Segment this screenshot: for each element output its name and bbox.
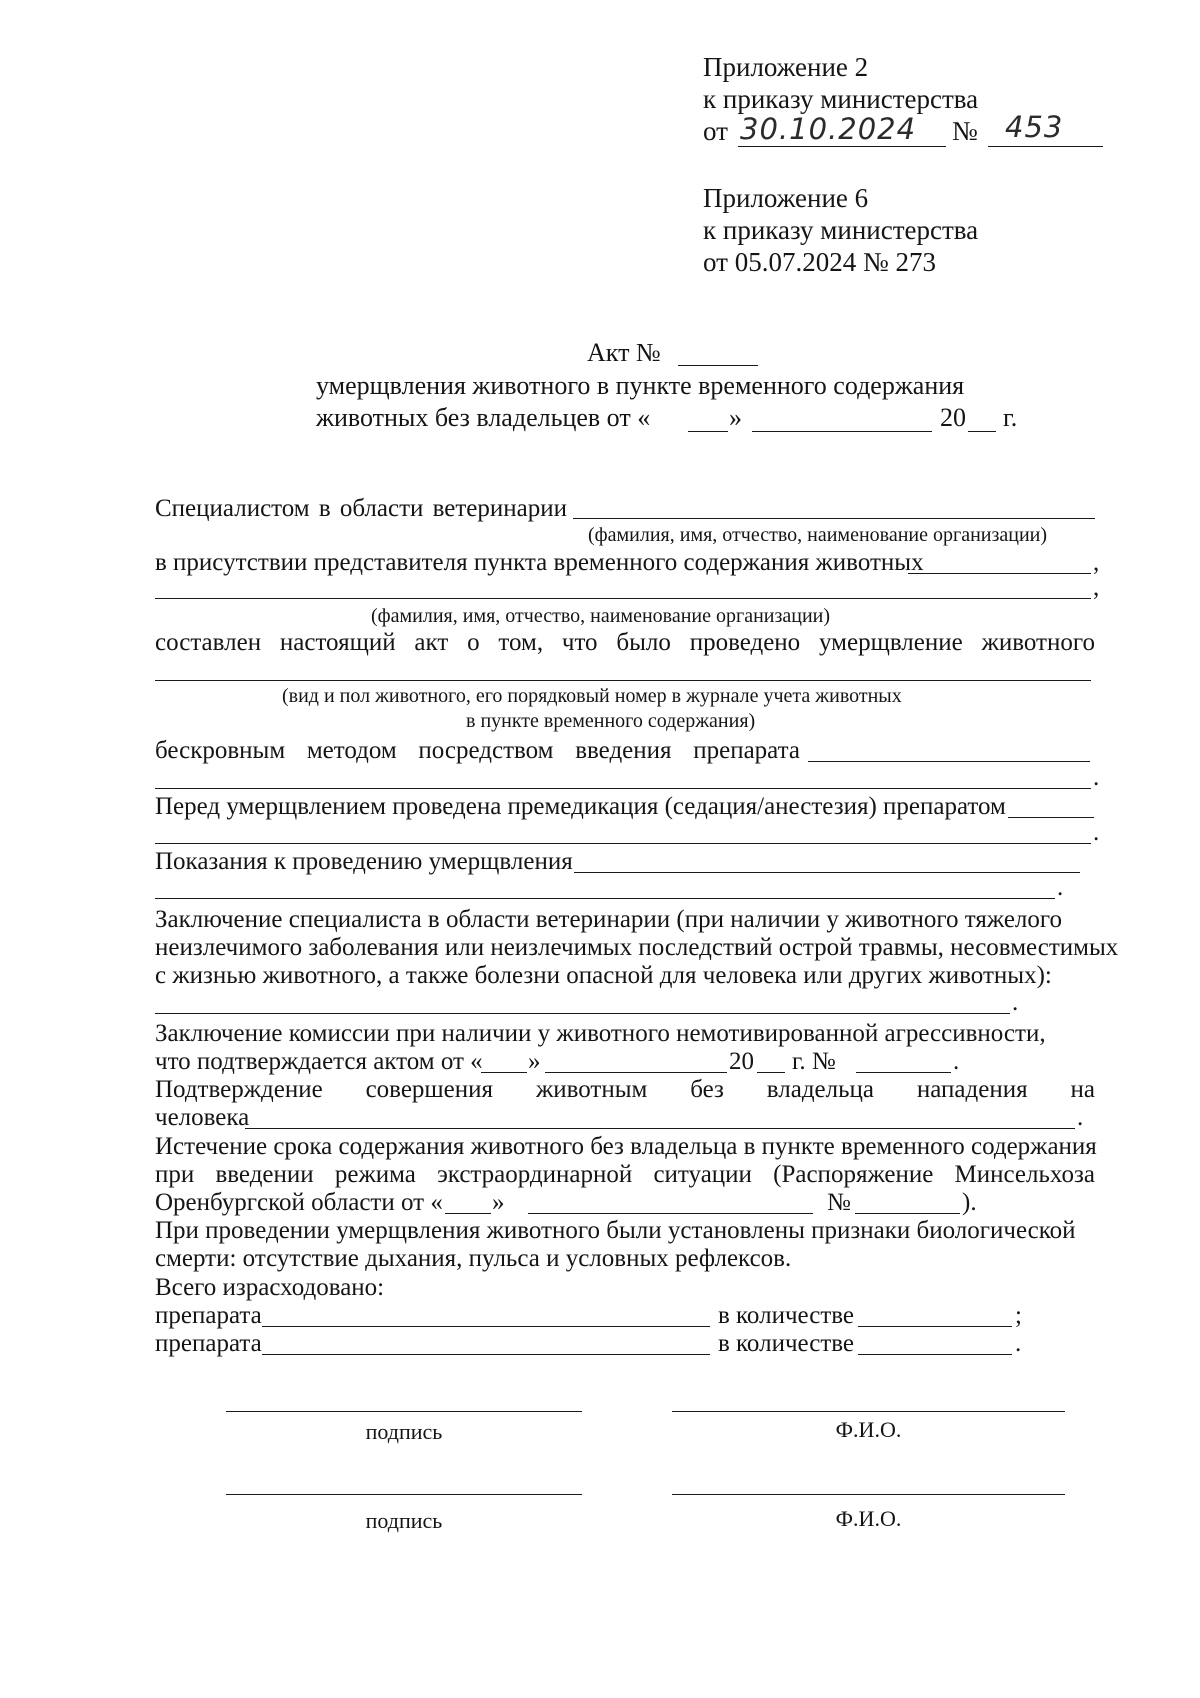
fio-label-1: Ф.И.О. [835,1417,902,1442]
conclusion-line-3: с жизнью животного, а также болезни опасной для человека или других животных): [155,962,1052,989]
specialist-line [155,495,567,523]
order-from-label: от [703,116,728,146]
hint-fio-org: (фамилия, имя, отчество, наименование организации) [588,524,1048,546]
drug-dot: . [1093,764,1100,791]
expiry-line-3a: Оренбургской области от « [155,1189,443,1216]
drug-2-qty-line [858,1354,1012,1355]
fio-line-1 [672,1411,1065,1412]
expiry-number-label: № [827,1189,851,1216]
indications-fill-line-2 [155,898,1055,899]
death-signs-line-1: При проведении умерщвления животного были установлены признаки биологической [155,1217,1076,1244]
signature-label-1: подпись [365,1419,443,1444]
presence-comma: , [1093,549,1100,576]
word: на [1070,1076,1095,1103]
presence-comma-2: , [1093,574,1100,601]
expiry-quote-close: » [492,1189,505,1216]
order-reference-label: к приказу министерства [703,84,979,114]
word: ветеринарии [432,495,567,522]
word: в [318,495,331,522]
word: области [339,495,424,522]
expiry-day-line [445,1213,491,1214]
word: проведено [689,629,801,656]
signature-label-2: подпись [365,1508,443,1533]
total-spent-label: Всего израсходовано: [155,1274,385,1301]
commission-dot: . [953,1048,960,1075]
word: (Распоряжение [773,1161,934,1188]
drug-1-fill-line [262,1326,710,1327]
indications-fill-line [574,872,1080,873]
premedication-text: Перед умерщвлением проведена премедикация (седация/анестезия) препаратом [155,793,1006,820]
commission-quote-close: » [528,1048,541,1075]
expiry-close: ). [962,1189,977,1216]
drug-2-period: . [1015,1330,1022,1357]
act-number-label: Акт № [587,338,661,367]
word: Подтверждение [155,1076,323,1103]
commission-number-line [856,1072,951,1073]
act-title-quote-close: » [729,403,742,432]
expiry-line-2 [155,1161,1095,1189]
order-reference-label-2: к приказу министерства [703,215,979,245]
animal-fill-line [155,680,1091,681]
word: бескровным [155,737,286,764]
indications-dot: . [1057,874,1064,901]
word: животного [981,629,1095,656]
act-number-line [678,365,758,366]
presence-fill-line-2 [155,598,1091,599]
composed-line [155,629,1095,657]
word: о [467,629,480,656]
word: посредством [418,737,554,764]
bloodless-line [155,737,800,765]
appendix-2-label: Приложение 2 [703,52,869,82]
word: Минсельхоза [954,1161,1095,1188]
word: том, [498,629,544,656]
act-month-line [752,431,932,432]
commission-year-prefix: 20 [729,1048,754,1075]
word: методом [306,737,397,764]
premedication-fill-line-2 [155,843,1091,844]
person-dot: . [1077,1104,1084,1131]
expiry-line-1: Истечение срока содержания животного без владельца в пункте временного содержания [155,1133,1097,1160]
commission-number-label: г. № [792,1048,836,1075]
presence-text: в присутствии представителя пункта временного содержания животных [155,549,924,576]
appendix-6-label: Приложение 6 [703,183,869,213]
drug-2-label: препарата [155,1330,262,1357]
fio-line-2 [672,1494,1065,1495]
person-fill-line [245,1128,1075,1129]
fio-label-2: Ф.И.О. [835,1506,902,1531]
act-year-line [968,431,996,432]
order-reference-date: от 05.07.2024 № 273 [703,247,936,277]
act-year-prefix: 20 [940,403,966,432]
drug-2-qty-label: в количестве [718,1330,855,1357]
word: режима [334,1161,416,1188]
order-date-line [738,146,946,147]
signature-line-1 [226,1411,582,1412]
drug-1-qty-label: в количестве [718,1302,855,1329]
word: нападения [916,1076,1028,1103]
drug-2-fill-line [262,1354,710,1355]
act-title-line-1: умерщвления животного в пункте временного содержания [316,371,965,400]
commission-line-1: Заключение комиссии при наличии у животного немотивированной агрессивности, [155,1020,1046,1047]
commission-line-2a: что подтверждается актом от « [155,1048,483,1075]
word: препарата [693,737,800,764]
word: ситуации [653,1161,752,1188]
expiry-month-line [528,1213,813,1214]
commission-day-line [481,1072,527,1073]
commission-month-line [545,1072,727,1073]
word: акт [414,629,449,656]
specialist-fill-line [573,518,1095,519]
word: настоящий [279,629,396,656]
premedication-dot: . [1093,819,1100,846]
word: животным [535,1076,648,1103]
word: экстраординарной [437,1161,633,1188]
word: что [561,629,598,656]
confirmation-line [155,1076,1095,1104]
act-day-line [688,431,728,432]
hint-animal-1: (вид и пол животного, его порядковый номер в журнале учета животных [282,685,902,707]
premedication-fill-line [1008,817,1094,818]
conclusion-dot: . [1012,989,1019,1016]
handwritten-date: 30.10.2024 [740,112,917,146]
presence-fill-line [908,573,1091,574]
commission-year-line [757,1072,785,1073]
word: умерщвление [819,629,963,656]
word: совершения [365,1076,494,1103]
hint-fio-org-2: (фамилия, имя, отчество, наименование организации) [371,605,831,627]
person-label: человека [155,1104,250,1131]
word: при [155,1161,195,1188]
drug-fill-line-2 [155,788,1091,789]
word: без [690,1076,724,1103]
conclusion-line-2: неизлечимого заболевания или неизлечимых последствий острой травмы, несовместимых [155,934,1119,961]
word: введении [215,1161,314,1188]
indications-text: Показания к проведению умерщвления [155,848,573,875]
drug-1-semicolon: ; [1015,1302,1022,1329]
conclusion-fill-line [155,1013,1010,1014]
act-year-suffix: г. [1003,403,1018,432]
drug-1-qty-line [858,1326,1012,1327]
word: владельца [766,1076,874,1103]
word: Специалистом [155,495,310,522]
death-signs-line-2: смерти: отсутствие дыхания, пульса и условных рефлексов. [155,1245,792,1272]
handwritten-number: 453 [1005,110,1064,144]
hint-animal-2: в пункте временного содержания) [466,710,756,732]
act-title-line-2a: животных без владельцев от « [316,403,651,432]
order-number-label: № [952,116,978,146]
conclusion-line-1: Заключение специалиста в области ветеринарии (при наличии у животного тяжелого [155,906,1063,933]
word: введения [575,737,672,764]
drug-fill-line [808,761,1090,762]
word: составлен [155,629,262,656]
word: было [616,629,671,656]
drug-1-label: препарата [155,1302,262,1329]
expiry-number-line [855,1213,960,1214]
signature-line-2 [226,1494,582,1495]
order-number-line [988,146,1103,147]
